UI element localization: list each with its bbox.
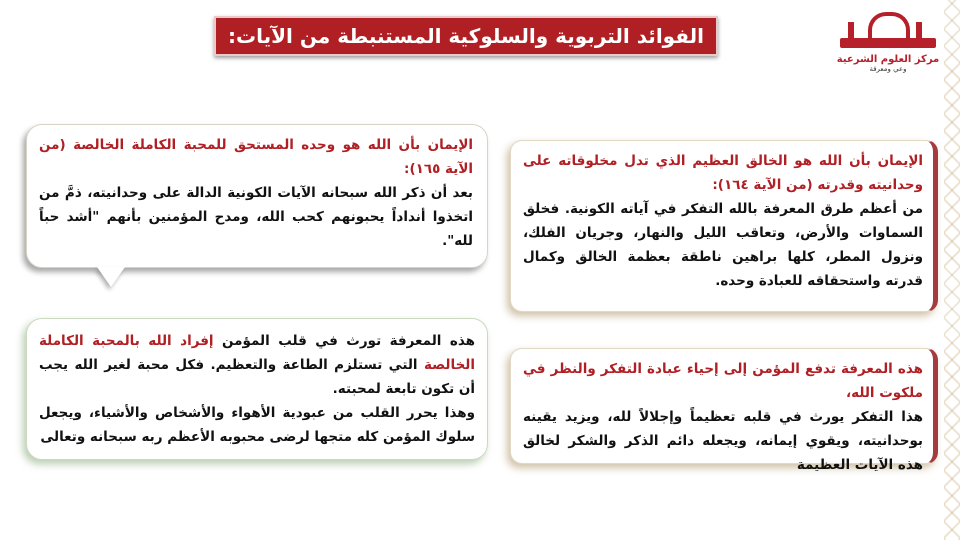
card-heading: هذه المعرفة تدفع المؤمن إلى إحياء عبادة التفكر والنظر في ملكوت الله، [523, 361, 923, 401]
card-heading: الإيمان بأن الله هو وحده المستحق للمحبة الكاملة الخالصة (من الآية ١٦٥): [39, 137, 473, 177]
card-singular-love [26, 318, 488, 460]
decorative-edge-pattern [944, 0, 960, 540]
card-body: من أعظم طرق المعرفة بالله التفكر في آياته الكونية. فخلق السماوات والأرض، وتعاقب الليل والنهار، وجريان الفلك، ونزول المطر، كلها براهين ناطقة بعظمة الخالق وكمال قدرته واستحقاقه للعبادة وحده. [523, 201, 923, 289]
speech-bubble-tail [97, 267, 125, 287]
card-love-of-allah [26, 124, 488, 268]
card-creator-signs [510, 140, 938, 312]
card-body [39, 329, 475, 401]
card-reflection-worship [510, 348, 938, 473]
page-title: الفوائد التربوية والسلوكية المستنبطة من الآيات: [214, 16, 718, 56]
card-heading: الإيمان بأن الله هو الخالق العظيم الذي تدل مخلوقاته على وحدانيته وقدرته (من الآية ١٦٤): [523, 153, 923, 193]
logo-subtext: وعي ومعرفة [869, 65, 907, 73]
card-body: هذا التفكر يورث في قلبه تعظيماً وإجلالاً لله، ويزيد يقينه بوحدانيته، ويقوي إيمانه، ويجعله دائم الذكر والشكر لخالق هذه الآيات العظيمة [523, 409, 923, 473]
card-highlight: إفراد الله بالمحبة الكاملة الخالصة [39, 333, 475, 373]
logo-text: مركز العلوم الشرعية [836, 54, 940, 65]
card-body: بعد أن ذكر الله سبحانه الآيات الكونية الدالة على وحدانيته، ذمَّ من اتخذوا أنداداً يحبونهم كحب الله، ومدح المؤمنين بأنهم "أشد حباً لله". [39, 185, 473, 249]
logo-mark-icon [834, 8, 942, 52]
logo [834, 8, 942, 86]
card-body-part: التي تستلزم الطاعة والتعظيم. فكل محبة لغير الله يجب أن تكون تابعة لمحبته. [39, 357, 475, 397]
card-body-continued: وهذا يحرر القلب من عبودية الأهواء والأشخاص والأشياء، ويجعل سلوك المؤمن كله متجها لرضى محبوبه الأعظم ربه سبحانه وتعالى [39, 405, 475, 445]
card-body-part: هذه المعرفة تورث في قلب المؤمن [213, 333, 475, 349]
